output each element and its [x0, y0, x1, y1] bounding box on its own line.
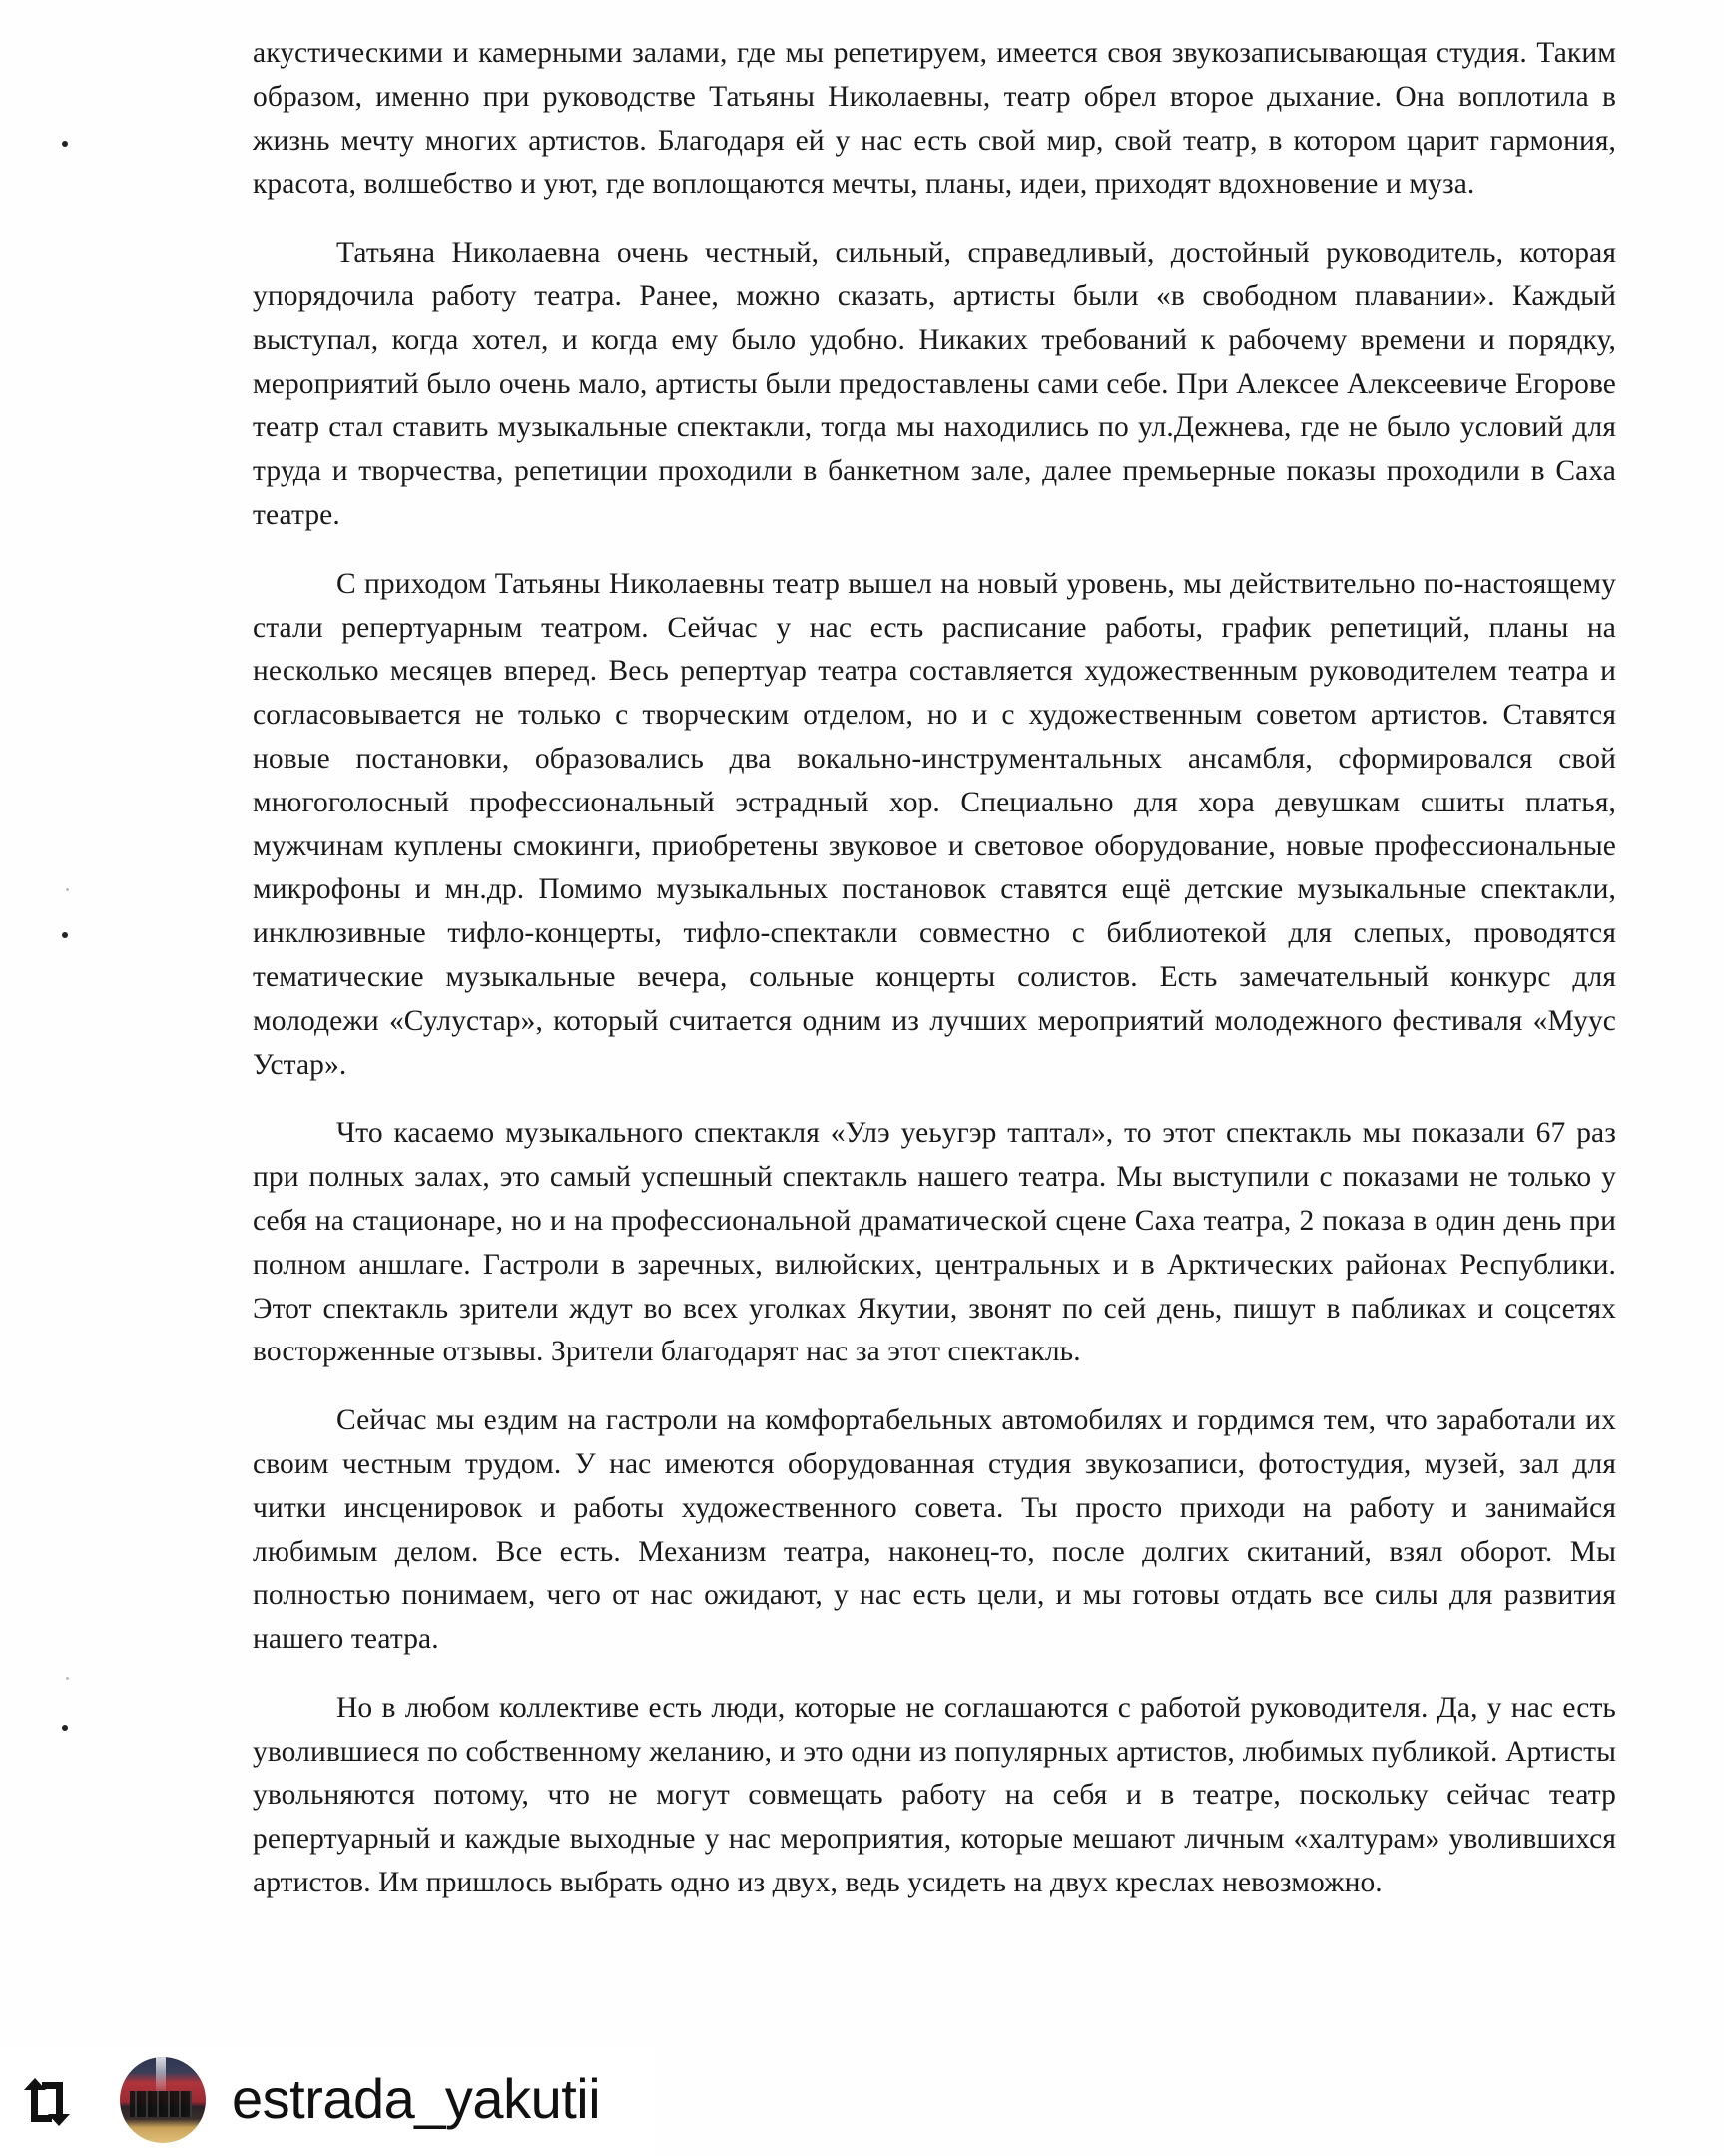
repost-icon: [22, 2076, 72, 2128]
margin-mark: [66, 888, 69, 891]
paragraph-6: Но в любом коллективе есть люди, которые не соглашаются с работой руководителя. Да, у нас есть уволившиеся по собственному желанию, и это одни из популярных артистов, любимых публикой. Артисты увольняются потому, что не могут совмещать работу на себя и в театре, поскольку сейчас театр репертуарный и каждые выходные у нас мероприятия, которые мешают личным «халтурам» уволившихся артистов. Им пришлось выбрать одно из двух, ведь усидеть на двух креслах невозможно.: [253, 1691, 1616, 1899]
paragraph-2: Татьяна Николаевна очень честный, сильный, справедливый, достойный руководитель, которая упорядочила работу театра. Ранее, можно сказать, артисты были «в свободном плавании». Каждый выступал, когда хотел, и когда ему было удобно. Никаких требований к рабочему времени и порядку, мероприятий было очень мало, артисты были предоставлены сами себе. При Алексее Алексеевиче Егорове театр стал ставить музыкальные спектакли, тогда мы находились по ул.Дежнева, где не было условий для труда и творчества, репетиции проходили в банкетном зале, далее премьерные показы проходили в Саха театре.: [253, 237, 1616, 531]
margin-punch-mark: [62, 141, 68, 147]
margin-mark: [66, 1677, 69, 1680]
choir-figures: [130, 2091, 192, 2117]
paragraph-4: Что касаемо музыкального спектакля «Улэ уеьугэр таптал», то этот спектакль мы показали 67 раз при полных залах, это самый успешный спектакль нашего театра. Мы выступили с показами не только у себя на стационаре, но и на профессиональной драматической сцене Саха театра, 2 показа в один день при полном аншлаге. Гастроли в заречных, вилюйских, центральных и в Арктических районах Республики. Этот спектакль зрители ждут во всех уголках Якутии, звонят по сей день, пишут в пабликах и соцсетях восторженные отзывы. Зрители благодарят нас за этот спектакль.: [253, 1117, 1616, 1368]
margin-punch-mark: [62, 1725, 68, 1731]
repost-username[interactable]: estrada_yakutii: [232, 2067, 601, 2130]
account-avatar[interactable]: [120, 2057, 206, 2143]
paragraph-1: акустическими и камерными залами, где мы репетируем, имеется своя звукозаписывающая студия. Таким образом, именно при руководстве Татьяны Николаевны, театр обрел второе дыхание. Она воплотила в жизнь мечту многих артистов. Благодаря ей у нас есть свой мир, свой театр, в котором царит гармония, красота, волшебство и уют, где воплощаются мечты, планы, идеи, приходят вдохновение и муза.: [253, 37, 1616, 201]
document-body: [253, 32, 1616, 1930]
margin-punch-mark: [62, 932, 68, 938]
paragraph-3: С приходом Татьяны Николаевны театр вышел на новый уровень, мы действительно по-настоящему стали репертуарным театром. Сейчас у нас есть расписание работы, график репетиций, планы на несколько месяцев вперед. Весь репертуар театра составляется художественным руководителем театра и согласовывается не только с творческим отделом, но и с художественным советом артистов. Ставятся новые постановки, образовались два вокально-инструментальных ансамбля, сформировался свой многоголосный профессиональный эстрадный хор. Специально для хора девушкам сшиты платья, мужчинам куплены смокинги, приобретены звуковое и световое оборудование, новые профессиональные микрофоны и мн.др. Помимо музыкальных постановок ставятся ещё детские музыкальные спектакли, инклюзивные тифло-концерты, тифло-спектакли совместно с библиотекой для слепых, проводятся тематические музыкальные вечера, сольные концерты солистов. Есть замечательный конкурс для молодежи «Сулустар», который считается одним из лучших мероприятий молодежного фестиваля «Муус Устар».: [253, 567, 1616, 1081]
paragraph-5: Сейчас мы ездим на гастроли на комфортабельных автомобилях и гордимся тем, что заработали их своим честным трудом. У нас имеются оборудованная студия звукозаписи, фотостудия, музей, зал для читки инсценировок и работы художественного совета. Ты просто приходи на работу и занимайся любимым делом. Все есть. Механизм театра, наконец-то, после долгих скитаний, взял оборот. Мы полностью понимаем, чего от нас ожидают, у нас есть цели, и мы готовы отдать все силы для развития нашего театра.: [253, 1404, 1616, 1656]
